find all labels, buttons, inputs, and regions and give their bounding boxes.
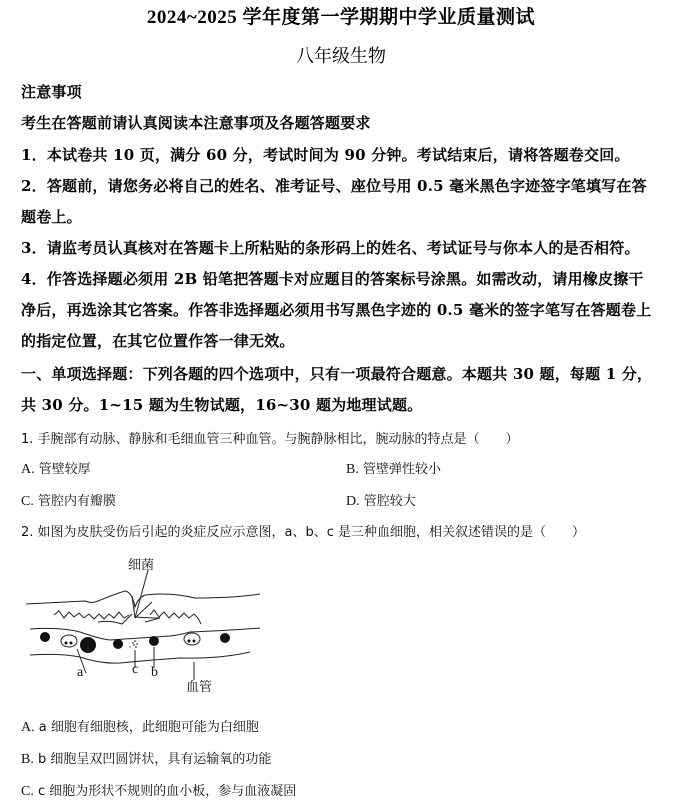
question-2-option-a[interactable] [21,716,259,736]
option-text: c 细胞为形状不规则的血小板，参与血液凝固 [37,784,297,799]
question-1-option-d[interactable] [346,490,416,510]
notice-item-4-line-3: 的指定位置，在其它位置作答一律无效。 [21,332,295,350]
exam-subtitle: 八年级生物 [296,46,386,67]
notice-item-3-line-1: 3．请监考员认真核对在答题卡上所粘贴的条形码上的姓名、考试证号与你本人的是否相符。 [21,239,640,257]
notice-item-2-line-1: 2．答题前，请您务必将自己的姓名、准考证号、座位号用 0.5 毫米黑色字迹签字笔填写在答 [21,177,647,195]
option-text: a 细胞有细胞核，此细胞可能为白细胞 [38,720,259,735]
question-1-option-c[interactable] [21,490,116,510]
option-letter: D. [346,494,360,509]
option-text: 管腔内有瓣膜 [37,494,116,509]
option-letter: A. [21,720,35,735]
option-text: 管壁较厚 [38,462,91,477]
diagram-label-vessel: 血管 [186,680,213,695]
question-1-option-a[interactable] [21,458,91,478]
question-2-option-c[interactable] [21,780,296,800]
notice-item-4-line-2: 净后，再选涂其它答案。作答非选择题必须用书写黑色字迹的 0.5 毫米的签字笔写在答题卷上 [21,301,652,319]
option-letter: B. [346,462,359,477]
section-instruction-line-1: 一、单项选择题：下列各题的四个选项中，只有一项最符合题意。本题共 30 题，每题 1 分， [21,365,653,383]
exam-title: 2024~2025 学年度第一学期期中学业质量测试 [146,7,536,28]
option-text: 管壁弹性较小 [362,462,441,477]
option-text: b 细胞呈双凹圆饼状，具有运输氧的功能 [37,752,272,767]
option-letter: A. [21,462,35,477]
notice-heading: 注意事项 [21,83,82,101]
question-2-option-b[interactable] [21,748,271,768]
question-1-option-b[interactable] [346,458,441,478]
diagram-label-b: b [151,665,158,680]
notice-intro: 考生在答题前请认真阅读本注意事项及各题答题要求 [21,114,371,132]
inflammation-diagram [20,552,280,692]
section-instruction-line-2: 共 30 分。1~15 题为生物试题，16~30 题为地理试题。 [21,396,423,414]
option-letter: B. [21,752,34,767]
notice-item-4-line-1: 4．作答选择题必须用 2B 铅笔把答题卡对应题目的答案标号涂黑。如需改动，请用橡皮擦干 [21,270,644,288]
question-1-stem: 1. 手腕部有动脉、静脉和毛细血管三种血管。与腕静脉相比，腕动脉的特点是（ ） [21,432,519,447]
notice-item-2-line-2: 题卷上。 [21,208,82,226]
option-letter: C. [21,784,34,799]
option-letter: C. [21,494,34,509]
diagram-label-bacteria: 细菌 [128,558,155,573]
notice-item-1-line-1: 1．本试卷共 10 页，满分 60 分，考试时间为 90 分钟。考试结束后，请将答题卷交回。 [21,146,630,164]
option-text: 管腔较大 [363,494,416,509]
diagram-label-c: c [132,662,139,677]
question-2-stem: 2. 如图为皮肤受伤后引起的炎症反应示意图，a、b、c 是三种血细胞，相关叙述错误的是（ ） [21,525,586,540]
diagram-label-a: a [77,665,84,680]
